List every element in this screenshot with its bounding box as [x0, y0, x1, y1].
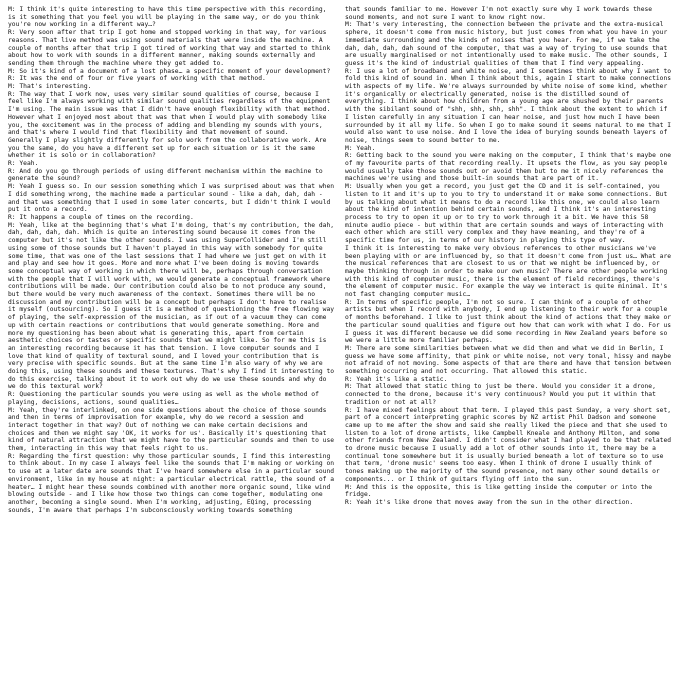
paragraph: M: I think it's quite interesting to have this time perspective with this recording, is it something that you feel you will be playing in the same way, or do you think you're now working in a different way…?	[8, 6, 327, 29]
paragraph: R: It happens a couple of times on the recording.	[8, 213, 194, 221]
paragraph: Generally I play slightly differently for solo work from the collaborative work. Are you the same, do you have a different set up for each situation or is it the same whether it is solo or in collaboration?	[8, 136, 327, 160]
paragraph: R: The way that I work now, uses very similar sound qualities of course, because I feel like I'm always working with similar sound qualities regardless of the equipment I'm using. The main issue was that I didn't have enough flexibility with that method. However what I enjoyed most about that was that when I would play with somebody like you, the excitement was in the process of adding and blending my sounds with yours, and that's where I would find that flexibility and that movement of sound.	[8, 90, 331, 137]
paragraph: M: Yeah I guess so. In our session something which I was surprised about was that when I did something wrong, the machine made a particular sound - like a dah, dah, dah - and that was something that I used in some later concerts, but I didn't think I would put it onto a record.	[8, 183, 335, 214]
paragraph: M: So it's kind of a document of a lost phase… a specific moment of your development?	[8, 67, 331, 75]
paragraph: M: That allowed that static thing to just be there. Would you consider it a drone, connected to the drone, because it's very continuous? Would you put it within that tradition or not at all?	[345, 383, 656, 406]
paragraph: M: There are some similarities between what we did then and what we did in Berlin, I guess we have some affinity, that pink or white noise, not very tonal, hissy and maybe not afraid of not moving. Some aspects of that are there and have that tension between something occurring and not occurring. That allowed this static.	[345, 344, 672, 376]
paragraph: R: Yeah it's like a static.	[345, 375, 448, 383]
paragraph: R: In terms of specific people, I'm not so sure. I can think of a couple of other artists but when I record with anybody, I end up listening to their work for a couple of months beforehand. I like to just think about the kind of actions that they make or the particular sound qualities and figure out how that can work with what I do. For us I guess it was different because we did some recording in New Zealand years before so we were a little more familiar perhaps.	[345, 298, 672, 345]
paragraph: R: And do you go through periods of using different mechanism within the machine to generate the sound?	[8, 167, 323, 183]
paragraph: R: It was the end of four or five years of working with that method.	[8, 75, 266, 83]
paragraph: I think it is interesting to make very obvious references to other musicians we've been playing with or are influenced by, so that it doesn't come from just us… What are the musical references that are closest to us or that we might be influenced by, or maybe thinking through in order to make our own music? There are other people working with this kind of computer music, there is the element of field recordings, there's the element of computer music. For example the way we interact is quite minimal. It's not fast changing computer music…	[345, 244, 672, 299]
paragraph: M: That's very interesting, the connection between the private and the extra-musical sphere, it doesn't come from music history, but just comes from what you have in your immediate surrounding and the kinds of noises that you hear. For me, if we take the dah, dah, dah, dah sound of the computer, that was a way of trying to use sounds that are usually marginalised or not intentionally used to make music. The other sounds, I guess it's the kind of industrial qualities of them that I find very appealing.	[345, 21, 668, 67]
paragraph: R: Very soon after that trip I got home and stopped working in that way, for various reasons. That live method was using sound materials that were inside the machine. A couple of months after that trip I got tired of working that way and started to think about how to work with sounds in a different manner, making sounds externally and sending them through the machine where they get added to.	[8, 29, 331, 67]
text-column-right	[345, 6, 672, 676]
paragraph: M: Yeah.	[345, 144, 376, 152]
paragraph: that sounds familiar to me. However I'm not exactly sure why I work towards these sound moments, and not sure I want to know right now.	[345, 6, 653, 21]
paragraph: R: I use a lot of broadband and white noise, and I sometimes think about why I want to fold this kind of sound in. When I think about this, again I start to make connections with aspects of my life. We're always surrounded by white noise of some kind, whether it's organically or electrically generated, noise is the distilled sound of everything. I think about how children from a young age are shushed by their parents with the sibilant sound of "shh, shh, shh, shh". I think about the extent to which if I listen carefully in any situation I can hear noise, and just how much I have been surrounded by it all my life. So when I go to make sound it seems natural to me that I would also want to use noise. And I love the idea of burying sounds beneath layers of noise, things seem to sound better to me.	[345, 67, 672, 144]
paragraph: R: Yeah it's like drone that moves away from the sun in the other direction.	[345, 499, 634, 506]
paragraph: R: I have mixed feelings about that term. I played this past Sunday, a very short set, part of a concert interpreting graphic scores by NZ artist Phil Dadson and someone came up to me after the show and said she really liked the piece and that she used to listen to a lot of drone artists, like Campbell Kneale and Anthony Milton, and some other friends from New Zealand. I didn't consider what I had played to be that related to drone music because I usually add a lot of other sounds into it, there may be a continual tone somewhere but it is usually buried beneath a lot of texture so to use that term, 'drone music' seems too easy. When I think of drone I usually think of tones making up the majority of the sound presence, not many other sound details or components... or I think of guitars flying off into the sun.	[345, 406, 672, 483]
paragraph: M: And this is the opposite, this is like getting inside the computer or into the fridge.	[345, 483, 653, 499]
paragraph: M: Yeah, they're interlinked, on one side questions about the choice of those sounds and then in terms of improvisation for example, why do we record a session and interact together in that way? Out of nothing we can make certain decisions and choices and then we might say 'OK, it works for us'. Basically it's questioning that kind of natural attraction that we might have to the particular sounds and then to use them, interacting in this way that feels right to us.	[8, 406, 335, 453]
paragraph: R: Questioning the particular sounds you were using as well as the whole method of playing, decisions, actions, sound qualities…	[8, 391, 319, 406]
paragraph: M: That's interesting.	[8, 83, 92, 91]
paragraph: M: Usually when you get a record, you just get the CD and it is self-contained, you listen to it and it's up to you to try to understand it or make some connections. But by us talking about what it means to do a record like this one, we could also learn about the kind of intention behind certain sounds, and I think it's an interesting process to try to open it up or to try to work through it a bit. We have this 58 minute audio piece - but within that are certain sounds and ways of interacting with each other which are still very complex and they have meaning, and they're of a specific time for us, in terms of our history in playing this type of way.	[345, 183, 668, 245]
paragraph: R: Regarding the first question: why those particular sounds, I find this interesting to think about. In my case I always feel like the sounds that I'm making or working on to use at a later date are sounds that I've heard somewhere else in a particular sound environment, like in my house at night: a particular electrical rattle, the sound of a heater… I might hear these sounds combined with another more organic sound, like wind blowing outside - and I like how those two things can come together, modulating one another, becoming a single sound. When I'm working, adjusting, EQing, processing sounds, I'm aware that perhaps I'm subconsciously working towards something	[8, 452, 335, 514]
paragraph: R: Yeah.	[8, 160, 39, 168]
paragraph: M: Yeah, like at the beginning that's what I'm doing, that's my contribution, the dah, dah, dah, dah, dah. Which is quite an interesting sound because it comes from the computer but it's not like the other sounds. I was using SuperCollider and I'm still using some of those sounds but I haven't played in this way with somebody for quite some time, that was one of the last sessions that I had where we just get on with it and play and see how it goes. More and more what I've been doing is moving towards some conceptual way of working in which there will be, perhaps through conversation with the people that I will work with, we would generate a conceptual framework where contributions will be made. Our contribution could also be to not produce any sound, but there would be very much awareness of the context. Sometimes there will be no discussion and my contribution will be a concept but perhaps I don't have to realise it myself (outsourcing). So I guess it is a method of questioning the free flowing way of playing, the self-expression of the musician, as if out of a vacuum they can come up with certain reactions or contributions that would generate something. More and more my questioning has been about what is generating this, apart from certain aesthetic choices or tastes or specific sounds that we might like. So for me this is an interesting recording because it has that tension. I love computer sounds and I love that kind of quality of textural sound, and I loved your contribution that is very precise with specific sounds. But at the same time I'm also wary of why we are doing this, using these sounds and these textures. That's why I find it interesting to do this exercise, talking about it to work out why do we use these sounds and why do we do this textural work?	[8, 221, 335, 391]
text-column-left	[8, 6, 335, 676]
paragraph: R: Getting back to the sound you were making on the computer, I think that's maybe one of my favourite parts of that recording really. It upsets the flow, as you say people would usually take those sounds out or avoid them but to me it nicely references the machines we're using and those built-in sounds that are part of it.	[345, 152, 672, 183]
